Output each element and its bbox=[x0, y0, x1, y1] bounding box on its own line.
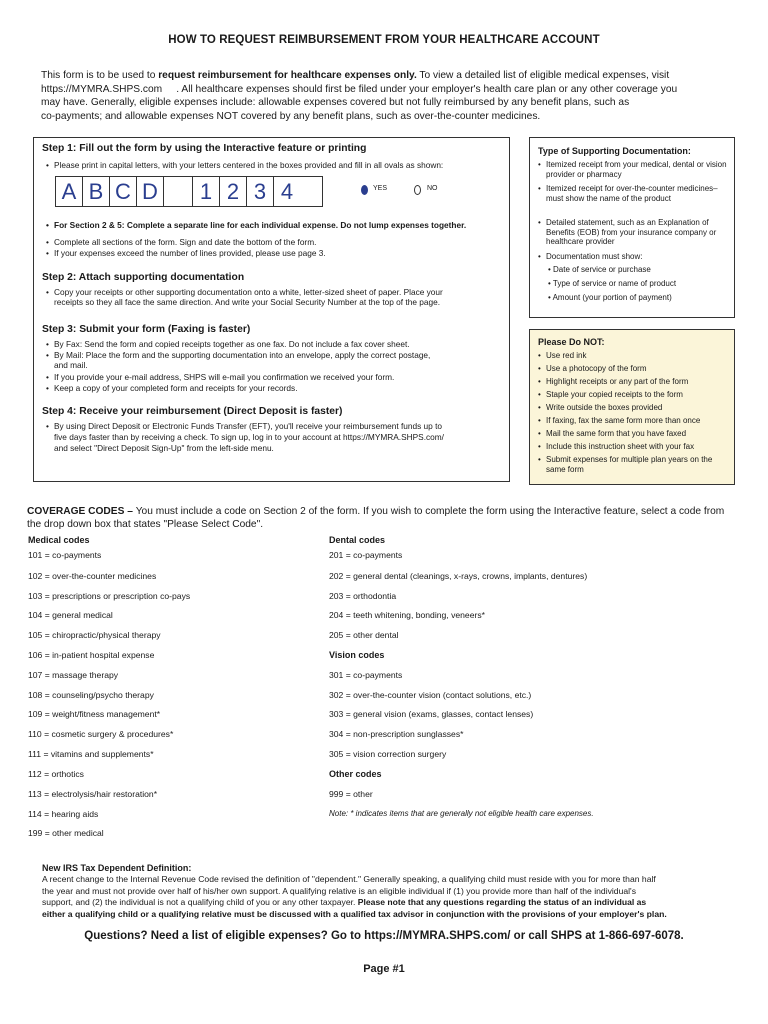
ineligible-note: Note: * indicates items that are generally not eligible health care expenses. bbox=[329, 809, 594, 818]
page-number: Page #1 bbox=[363, 963, 405, 975]
sample-letter: C bbox=[110, 177, 137, 206]
medical-code: 110 = cosmetic surgery & procedures* bbox=[28, 729, 174, 739]
dental-code: 202 = general dental (cleanings, x-rays, crowns, implants, dentures) bbox=[329, 571, 588, 581]
do-not-item: • Staple your copied receipts to the form bbox=[538, 390, 683, 399]
step1-item: • If your expenses exceed the number of lines provided, please use page 3. bbox=[46, 248, 326, 258]
documentation-item: • Documentation must show: bbox=[538, 252, 643, 261]
intro-line-4: co-payments; and allowable expenses NOT covered by any benefit plans, such as over-the-counter medicines. bbox=[41, 110, 541, 122]
medical-code: 112 = orthotics bbox=[28, 769, 84, 779]
documentation-box bbox=[529, 137, 735, 318]
step2-item: • Copy your receipts or other supporting documentation onto a white, letter-sized sheet of paper. Place your bbox=[46, 287, 443, 297]
do-not-item: • Submit expenses for multiple plan years on the same form bbox=[538, 455, 713, 474]
do-not-item: • Highlight receipts or any part of the form bbox=[538, 377, 689, 386]
dental-code: 205 = other dental bbox=[329, 630, 399, 640]
documentation-item: • Itemized receipt for over-the-counter medicines– must show the name of the product bbox=[538, 184, 718, 203]
please-do-not-box bbox=[529, 329, 735, 485]
step4-heading: Step 4: Receive your reimbursement (Direct Deposit is faster) bbox=[42, 406, 343, 417]
other-code: 999 = other bbox=[329, 789, 373, 799]
medical-code: 113 = electrolysis/hair restoration* bbox=[28, 789, 158, 799]
medical-codes-heading: Medical codes bbox=[28, 535, 90, 545]
sample-letter: D bbox=[137, 177, 164, 206]
sample-digit: 3 bbox=[247, 177, 274, 206]
step1-bold-note: • For Section 2 & 5: Complete a separate line for each individual expense. Do not lump expenses together. bbox=[46, 220, 467, 230]
irs-line-4: either a qualifying child or a qualifying relative must be discussed with a qualified tax advisor in conjunction with the provisions of your employer's plan. bbox=[42, 908, 667, 919]
yes-oval-filled bbox=[361, 185, 368, 195]
do-not-item: • Write outside the boxes provided bbox=[538, 403, 663, 412]
step3-item: and mail. bbox=[54, 360, 88, 370]
step3-item: • By Mail: Place the form and the supporting documentation into an envelope, apply the correct postage, bbox=[46, 350, 431, 360]
no-oval-empty bbox=[414, 185, 421, 195]
questions-line: Questions? Need a list of eligible expenses? Go to https://MYMRA.SHPS.com/ or call SHPS at 1-866-697-6078. bbox=[84, 930, 684, 942]
coverage-line-2: the drop down box that states "Please Select Code". bbox=[27, 519, 264, 530]
intro-paragraph bbox=[41, 69, 731, 123]
do-not-item: • If faxing, fax the same form more than once bbox=[538, 416, 701, 425]
medical-code: 111 = vitamins and supplements* bbox=[28, 749, 154, 759]
sample-letter-boxes bbox=[55, 176, 323, 207]
step1-item: • Complete all sections of the form. Sign and date the bottom of the form. bbox=[46, 237, 317, 247]
medical-code: 108 = counseling/psycho therapy bbox=[28, 690, 154, 700]
please-do-not-heading: Please Do NOT: bbox=[538, 337, 605, 347]
step2-item: receipts so they all face the same direction. And write your Social Security Number at the top of the page. bbox=[54, 297, 441, 307]
step3-item: • By Fax: Send the form and copied receipts together as one fax. Do not include a fax cover sheet. bbox=[46, 339, 410, 349]
vision-code: 303 = general vision (exams, glasses, contact lenses) bbox=[329, 709, 534, 719]
medical-code: 101 = co-payments bbox=[28, 550, 102, 560]
documentation-subitem: • Type of service or name of product bbox=[548, 279, 677, 288]
dental-codes-heading: Dental codes bbox=[329, 535, 386, 545]
sample-letter: A bbox=[56, 177, 83, 206]
vision-code: 302 = over-the-counter vision (contact solutions, etc.) bbox=[329, 690, 532, 700]
do-not-item: • Mail the same form that you have faxed bbox=[538, 429, 687, 438]
medical-code: 109 = weight/fitness management* bbox=[28, 709, 161, 719]
do-not-item: • Include this instruction sheet with your fax bbox=[538, 442, 695, 451]
step4-item: • By using Direct Deposit or Electronic Funds Transfer (EFT), you'll receive your reimbursement funds up to bbox=[46, 421, 443, 431]
documentation-item: • Itemized receipt from your medical, dental or vision provider or pharmacy bbox=[538, 160, 727, 179]
step3-heading: Step 3: Submit your form (Faxing is faster) bbox=[42, 324, 251, 335]
sample-letter: B bbox=[83, 177, 110, 206]
medical-code: 105 = chiropractic/physical therapy bbox=[28, 630, 161, 640]
medical-code: 107 = massage therapy bbox=[28, 670, 119, 680]
irs-heading: New IRS Tax Dependent Definition: bbox=[42, 863, 192, 873]
documentation-subitem: • Date of service or purchase bbox=[548, 265, 651, 274]
vision-code: 304 = non-prescription sunglasses* bbox=[329, 729, 464, 739]
medical-code: 103 = prescriptions or prescription co-pays bbox=[28, 591, 191, 601]
sample-digit: 2 bbox=[220, 177, 247, 206]
step4-item: five days faster than by receiving a check. To sign up, log in to your account at https://MYMRA.SHPS.com/ bbox=[54, 432, 444, 442]
coverage-codes-paragraph bbox=[27, 505, 757, 531]
step4-item: and select "Direct Deposit Sign-Up" from the left-side menu. bbox=[54, 443, 274, 453]
medical-code: 114 = hearing aids bbox=[28, 809, 99, 819]
do-not-item: • Use red ink bbox=[538, 351, 587, 360]
intro-line-1: This form is to be used to request reimbursement for healthcare expenses only. To view a detailed list of eligible medical expenses, visit bbox=[41, 70, 670, 81]
coverage-line-1: COVERAGE CODES – You must include a code on Section 2 of the form. If you wish to complete the form using the Interactive feature, select a code from bbox=[27, 506, 725, 517]
sample-digit: 1 bbox=[193, 177, 220, 206]
page-title: HOW TO REQUEST REIMBURSEMENT FROM YOUR HEALTHCARE ACCOUNT bbox=[168, 34, 600, 46]
irs-line-2: the year and must not provide over half of his/her own support. A qualifying relative is an eligible individual if (1) you provide more than half of the individual's bbox=[42, 885, 636, 896]
intro-line-2: https://MYMRA.SHPS.com . All healthcare expenses should first be filed under your employer's health care plan or any other coverage you bbox=[41, 83, 678, 95]
dental-code: 201 = co-payments bbox=[329, 550, 403, 560]
documentation-heading: Type of Supporting Documentation: bbox=[538, 146, 691, 156]
documentation-subitem: • Amount (your portion of payment) bbox=[548, 293, 672, 302]
irs-paragraph bbox=[42, 874, 742, 920]
step1-heading: Step 1: Fill out the form by using the Interactive feature or printing bbox=[42, 143, 367, 154]
medical-code: 106 = in-patient hospital expense bbox=[28, 650, 155, 660]
other-codes-heading: Other codes bbox=[329, 769, 382, 779]
documentation-item: • Detailed statement, such as an Explanation of Benefits (EOB) from your insurance company or healthcare provider bbox=[538, 218, 717, 247]
do-not-item: • Use a photocopy of the form bbox=[538, 364, 647, 373]
step3-item: • If you provide your e-mail address, SHPS will e-mail you confirmation we received your form. bbox=[46, 372, 395, 382]
dental-code: 203 = orthodontia bbox=[329, 591, 397, 601]
website-link[interactable]: https://MYMRA.SHPS.com bbox=[41, 83, 163, 95]
sample-letter bbox=[164, 177, 193, 206]
no-label: NO bbox=[427, 185, 438, 192]
vision-codes-heading: Vision codes bbox=[329, 650, 385, 660]
irs-line-3: support, and (2) the individual is not a qualifying child of you or any other taxpayer. Please note that any questions regarding the status of an individual as bbox=[42, 897, 647, 908]
step3-item: • Keep a copy of your completed form and receipts for your records. bbox=[46, 383, 298, 393]
step2-heading: Step 2: Attach supporting documentation bbox=[42, 272, 245, 283]
medical-code: 199 = other medical bbox=[28, 828, 104, 838]
vision-code: 305 = vision correction surgery bbox=[329, 749, 447, 759]
medical-code: 102 = over-the-counter medicines bbox=[28, 571, 157, 581]
intro-line-3: may have. Generally, eligible expenses include: allowable expenses covered but not fully reimbursed by any benefit plans, such as bbox=[41, 97, 630, 109]
yes-label: YES bbox=[373, 185, 388, 192]
steps-box bbox=[33, 137, 510, 482]
vision-code: 301 = co-payments bbox=[329, 670, 403, 680]
dental-code: 204 = teeth whitening, bonding, veneers* bbox=[329, 610, 485, 620]
sample-digit: 4 bbox=[280, 179, 294, 204]
medical-code: 104 = general medical bbox=[28, 610, 113, 620]
irs-line-1: A recent change to the Internal Revenue Code revised the definition of "dependent." Generally speaking, a qualifying child must reside with you for more than half bbox=[42, 874, 656, 884]
step1-print-note: • Please print in capital letters, with your letters centered in the boxes provided and fill in all ovals as shown: bbox=[46, 160, 444, 170]
